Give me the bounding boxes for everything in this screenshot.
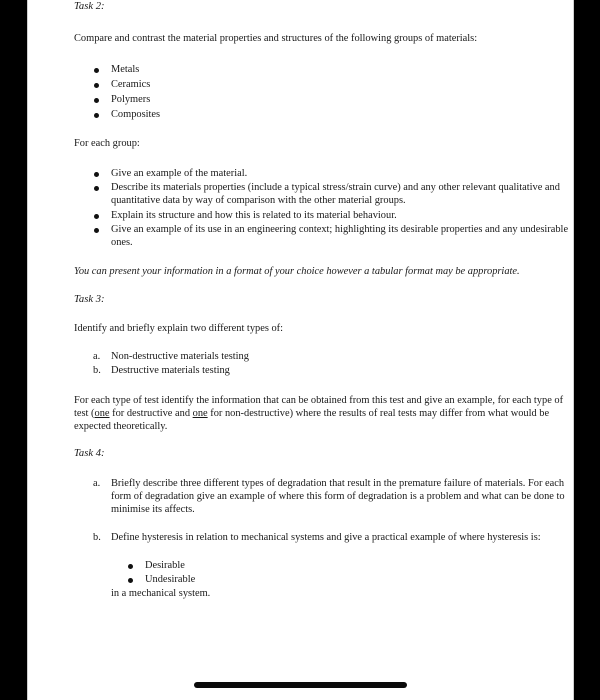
bullet-icon xyxy=(94,228,99,233)
list-item: Desirable xyxy=(145,559,195,573)
list-item: Describe its materials properties (include a typical stress/strain curve) and any other relevant qualitative and quantitative data by way of comparison with the other material groups. xyxy=(111,181,571,207)
bullet-icon xyxy=(94,98,99,103)
task2-heading: Task 2: xyxy=(74,1,105,12)
list-item: a. Non-destructive materials testing xyxy=(93,351,249,362)
instructions-list xyxy=(111,167,571,249)
list-item: Give an example of the material. xyxy=(111,167,571,180)
task4-item-a: a. Briefly describe three different types of degradation that result in the premature failure of materials. For each form of degradation give an example of where this form of degradation is a problem and what can be done to minimise its affects. xyxy=(93,478,565,516)
bullet-icon xyxy=(94,68,99,73)
bullet-icon xyxy=(94,172,99,177)
hysteresis-list xyxy=(145,559,195,587)
bullet-icon xyxy=(94,214,99,219)
materials-list xyxy=(111,63,160,123)
task4-item-b: b. Define hysteresis in relation to mechanical systems and give a practical example of where hysteresis is: xyxy=(93,532,541,543)
test-types-list xyxy=(93,350,249,378)
bullet-icon xyxy=(94,186,99,191)
list-item: Give an example of its use in an engineering context; highlighting its desirable properties and any undesirable ones. xyxy=(111,223,571,249)
bullet-icon xyxy=(94,83,99,88)
list-item: Undesirable xyxy=(145,573,195,587)
for-each-label: For each group: xyxy=(74,138,140,149)
bullet-icon xyxy=(94,113,99,118)
task4-heading: Task 4: xyxy=(74,448,105,459)
task3-paragraph: For each type of test identify the information that can be obtained from this test and give an example, for each type of test (one for destructive and one for non-destructive) where the results of real tests may differ from what would be expected theoretically. xyxy=(74,395,564,433)
hysteresis-closing: in a mechanical system. xyxy=(111,588,211,599)
format-note: You can present your information in a format of your choice however a tabular format may be appropriate. xyxy=(74,266,520,277)
list-item: Explain its structure and how this is related to its material behaviour. xyxy=(111,209,571,222)
bullet-icon xyxy=(128,564,133,569)
list-item: Composites xyxy=(111,108,160,123)
list-item: Polymers xyxy=(111,93,160,108)
task2-intro: Compare and contrast the material properties and structures of the following groups of materials: xyxy=(74,33,478,44)
task3-intro: Identify and briefly explain two different types of: xyxy=(74,323,283,334)
list-item: Metals xyxy=(111,63,160,78)
list-item: b. Destructive materials testing xyxy=(93,365,230,376)
list-item: Ceramics xyxy=(111,78,160,93)
bullet-icon xyxy=(128,578,133,583)
task3-heading: Task 3: xyxy=(74,294,105,305)
home-indicator[interactable] xyxy=(194,682,407,688)
document-page xyxy=(27,0,574,700)
